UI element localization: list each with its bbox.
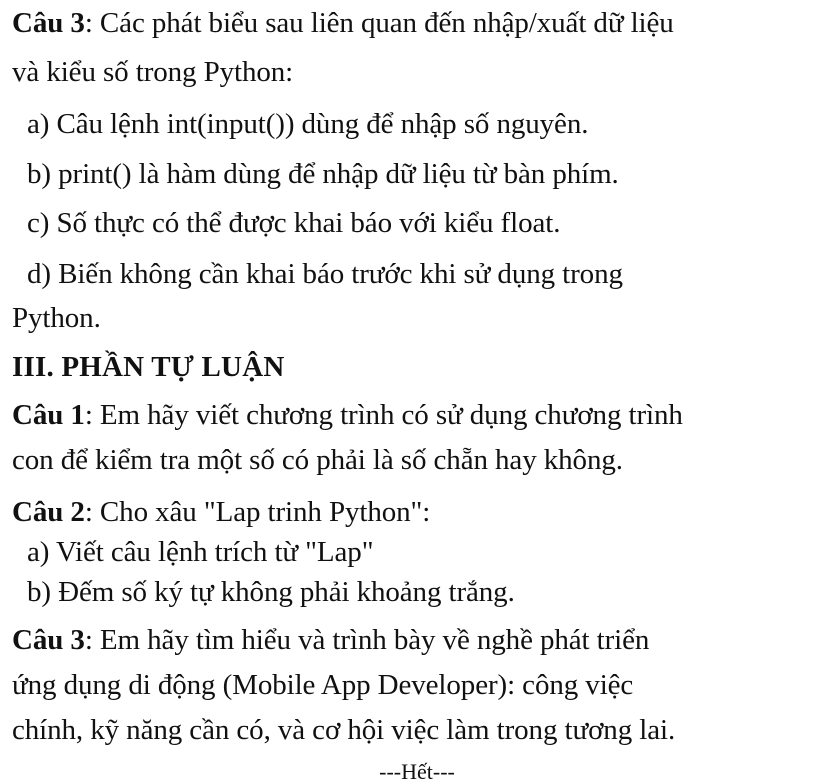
essay-question-3-line-1 [12, 622, 649, 658]
mc-question-line-1 [12, 5, 674, 41]
option-c: c) Số thực có thể được khai báo với kiểu float. [27, 207, 561, 239]
essay-question-3-line-3: chính, kỹ năng cần có, và cơ hội việc làm trong tương lai. [12, 714, 676, 746]
question-label: Câu 3 [12, 624, 85, 656]
option-d: d) Biến không cần khai báo trước khi sử dụng trong [27, 258, 623, 290]
option-b: b) print() là hàm dùng để nhập dữ liệu từ bàn phím. [27, 158, 619, 190]
end-marker: ---Hết--- [379, 759, 455, 784]
mc-question-line-2: và kiểu số trong Python: [12, 56, 294, 88]
essay-question-3-line-2: ứng dụng di động (Mobile App Developer): công việc [12, 669, 634, 701]
question-text: : Em hãy viết chương trình có sử dụng chương trình [84, 399, 683, 431]
question-text: : Cho xâu "Lap trinh Python": [84, 496, 431, 528]
essay-question-2-subitem-b: b) Đếm số ký tự không phải khoảng trắng. [27, 576, 515, 608]
question-stem: : Các phát biểu sau liên quan đến nhập/xuất dữ liệu [84, 7, 674, 39]
option-d-continuation: Python. [12, 302, 101, 334]
section-heading: III. PHẦN TỰ LUẬN [12, 351, 285, 383]
essay-question-1-line-1 [12, 397, 683, 433]
essay-question-2-line-1 [12, 494, 430, 530]
question-text: : Em hãy tìm hiểu và trình bày về nghề phát triển [84, 624, 650, 656]
essay-question-1-line-2: con để kiểm tra một số có phải là số chẵn hay không. [12, 444, 623, 476]
option-a: a) Câu lệnh int(input()) dùng để nhập số nguyên. [27, 108, 589, 140]
essay-question-2-subitem-a: a) Viết câu lệnh trích từ "Lap" [27, 536, 374, 568]
question-label: Câu 1 [12, 399, 85, 431]
question-label: Câu 3 [12, 7, 85, 39]
question-label: Câu 2 [12, 496, 85, 528]
